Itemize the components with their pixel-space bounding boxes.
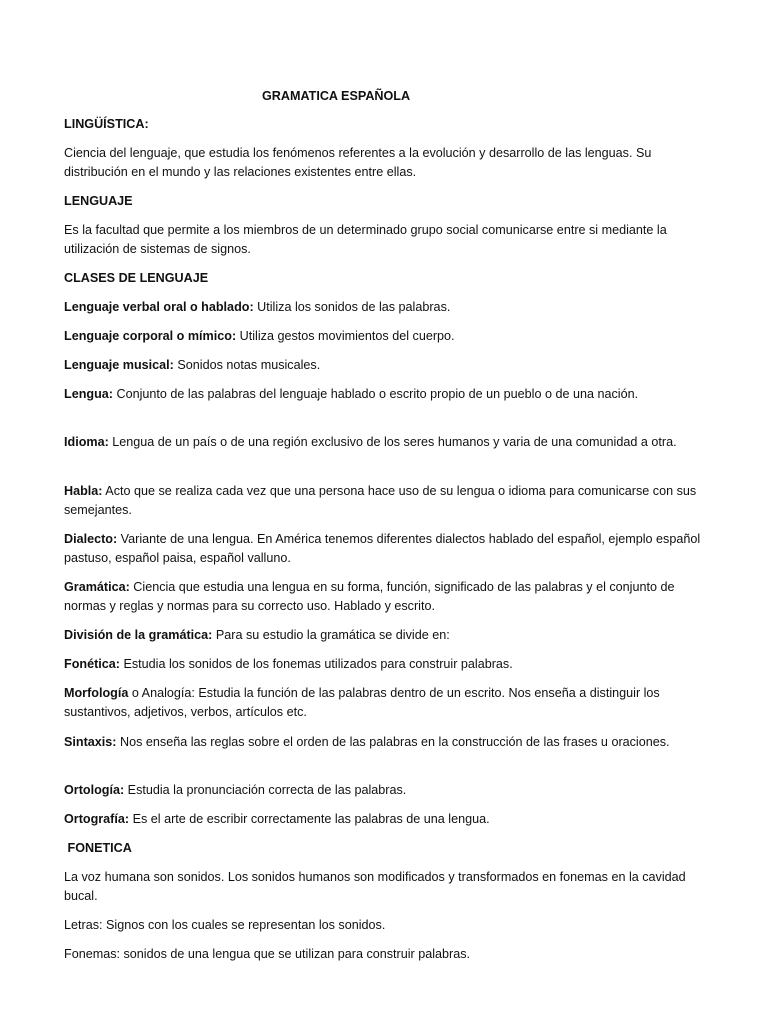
para-text: Estudia los sonidos de los fonemas utilizados para construir palabras. bbox=[119, 657, 513, 671]
paragraph bbox=[64, 192, 704, 211]
para-bold: Ortografía: bbox=[64, 812, 130, 826]
para-bold: FONETICA bbox=[64, 841, 132, 855]
para-text: Es la facultad que permite a los miembros de un determinado grupo social comunicarse entre si mediante la utilización de sistemas de signos. bbox=[64, 223, 667, 256]
para-text: Utiliza gestos movimientos del cuerpo. bbox=[236, 329, 455, 343]
para-bold: Lengua: bbox=[64, 387, 113, 401]
para-text: Nos enseña las reglas sobre el orden de las palabras en la construcción de las frases u oraciones. bbox=[116, 735, 670, 749]
paragraph bbox=[64, 144, 704, 182]
para-text: Variante de una lengua. En América tenemos diferentes dialectos hablado del español, ejemplo español pastuso, español paisa, español valluno. bbox=[64, 532, 701, 565]
paragraph bbox=[64, 433, 704, 452]
para-bold: LENGUAJE bbox=[64, 194, 133, 208]
paragraph bbox=[64, 482, 704, 520]
paragraph bbox=[64, 945, 704, 964]
paragraph bbox=[64, 115, 704, 134]
paragraph bbox=[64, 781, 704, 800]
paragraph bbox=[64, 733, 704, 752]
paragraph bbox=[64, 385, 704, 404]
para-bold: Dialecto: bbox=[64, 532, 118, 546]
para-bold: Lenguaje verbal oral o hablado: bbox=[64, 300, 254, 314]
para-text: Para su estudio la gramática se divide en: bbox=[212, 628, 450, 642]
paragraph bbox=[64, 578, 704, 616]
para-text: Sonidos notas musicales. bbox=[173, 358, 321, 372]
para-bold: Lenguaje corporal o mímico: bbox=[64, 329, 237, 343]
para-bold: Fonética: bbox=[64, 657, 120, 671]
paragraph bbox=[64, 298, 704, 317]
para-text: Conjunto de las palabras del lenguaje hablado o escrito propio de un pueblo o de una nación. bbox=[112, 387, 639, 401]
para-text: Utiliza los sonidos de las palabras. bbox=[253, 300, 451, 314]
paragraph bbox=[64, 221, 704, 259]
para-bold: Gramática: bbox=[64, 580, 130, 594]
paragraph bbox=[64, 530, 704, 568]
paragraph bbox=[64, 327, 704, 346]
para-text: Acto que se realiza cada vez que una persona hace uso de su lengua o idioma para comunicarse con sus semejantes. bbox=[64, 484, 697, 517]
paragraph bbox=[64, 626, 704, 645]
document-title: GRAMATICA ESPAÑOLA bbox=[262, 89, 411, 103]
para-text: o Analogía: Estudia la función de las palabras dentro de un escrito. Nos enseña a distinguir los sustantivos, adjetivos, verbos, artículos etc. bbox=[64, 686, 660, 719]
paragraph bbox=[64, 356, 704, 375]
para-bold: Lenguaje musical: bbox=[64, 358, 174, 372]
para-text: Ciencia que estudia una lengua en su forma, función, significado de las palabras y el conjunto de normas y reglas y normas para su correcto uso. Hablado y escrito. bbox=[64, 580, 675, 613]
para-text: Letras: Signos con los cuales se representan los sonidos. bbox=[64, 918, 386, 932]
paragraph bbox=[64, 269, 704, 288]
paragraph bbox=[64, 839, 704, 858]
para-text: Estudia la pronunciación correcta de las palabras. bbox=[124, 783, 407, 797]
para-bold: Morfología bbox=[64, 686, 129, 700]
paragraph bbox=[64, 916, 704, 935]
para-bold: Habla: bbox=[64, 484, 103, 498]
paragraph bbox=[64, 655, 704, 674]
para-bold: Ortología: bbox=[64, 783, 125, 797]
para-bold: Sintaxis: bbox=[64, 735, 117, 749]
para-text: La voz humana son sonidos. Los sonidos humanos son modificados y transformados en fonemas en la cavidad bucal. bbox=[64, 870, 686, 903]
para-text: Lengua de un país o de una región exclusivo de los seres humanos y varia de una comunidad a otra. bbox=[108, 435, 677, 449]
para-bold: Idioma: bbox=[64, 435, 109, 449]
para-text: Ciencia del lenguaje, que estudia los fenómenos referentes a la evolución y desarrollo de las lenguas. Su distribución en el mundo y las relaciones existentes entre ellas. bbox=[64, 146, 652, 179]
paragraph bbox=[64, 810, 704, 829]
para-bold: LINGÜÍSTICA: bbox=[64, 117, 149, 131]
para-bold: CLASES DE LENGUAJE bbox=[64, 271, 209, 285]
paragraph bbox=[64, 684, 704, 722]
para-bold: División de la gramática: bbox=[64, 628, 213, 642]
para-text: Es el arte de escribir correctamente las palabras de una lengua. bbox=[129, 812, 490, 826]
para-text: Fonemas: sonidos de una lengua que se utilizan para construir palabras. bbox=[64, 947, 471, 961]
paragraph bbox=[64, 868, 704, 906]
